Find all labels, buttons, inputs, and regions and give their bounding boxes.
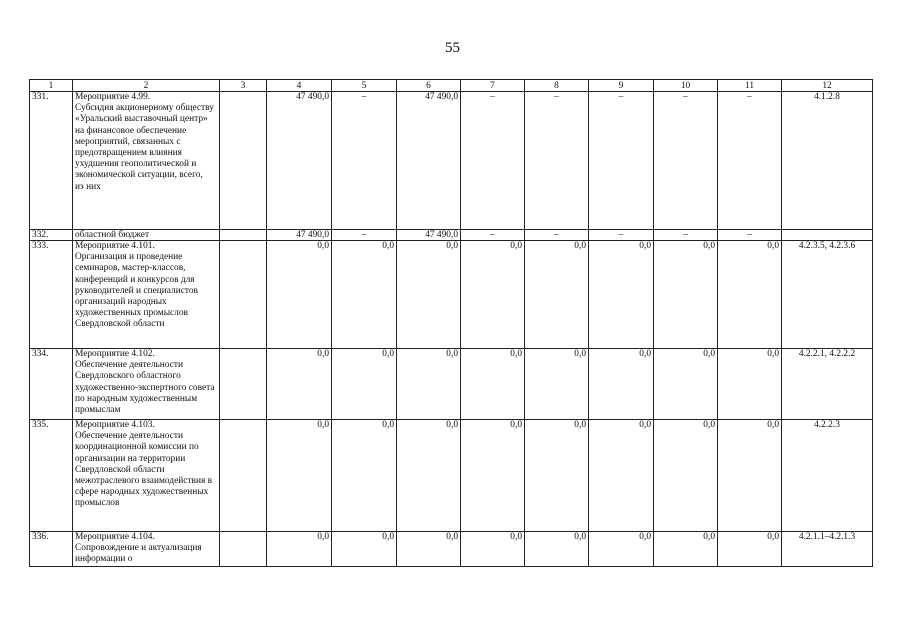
cell-col-11: 0,0 [718,349,782,420]
cell-col-11: 0,0 [718,532,782,567]
cell-col-9: 0,0 [589,241,654,349]
table-row [30,230,873,241]
cell-col-3 [220,92,267,230]
col-header-4: 4 [267,80,332,92]
cell-col-3 [220,349,267,420]
cell-col-10: – [654,230,718,241]
col-header-11: 11 [718,80,782,92]
cell-col-3 [220,230,267,241]
row-description: Мероприятие 4.101. Организация и проведение семинаров, мастер-классов, конференций и конкурсов для руководителей и специалистов организаций народных художественных промыслов Свердловской области [73,241,220,349]
cell-col-5: 0,0 [332,349,397,420]
cell-col-4: 0,0 [267,241,332,349]
cell-col-9: – [589,230,654,241]
cell-col-9: 0,0 [589,349,654,420]
cell-col-4: 0,0 [267,420,332,532]
cell-col-10: 0,0 [654,420,718,532]
cell-col-10: 0,0 [654,241,718,349]
cell-col-8: 0,0 [525,420,589,532]
cell-col-9: 0,0 [589,420,654,532]
cell-col-8: 0,0 [525,349,589,420]
row-number: 331. [30,92,73,230]
col-header-10: 10 [654,80,718,92]
cell-col-12: 4.2.2.3 [782,420,873,532]
cell-col-11: 0,0 [718,241,782,349]
cell-col-12: 4.2.3.5, 4.2.3.6 [782,241,873,349]
cell-col-7: – [461,92,525,230]
row-number: 335. [30,420,73,532]
row-description: Мероприятие 4.103. Обеспечение деятельности координационной комиссии по организации на территории Свердловской области межотраслевого взаимодействия в сфере народных художественных промыслов [73,420,220,532]
row-description: областной бюджет [73,230,220,241]
cell-col-7: 0,0 [461,420,525,532]
cell-col-4: 47 490,0 [267,230,332,241]
cell-col-12 [782,230,873,241]
cell-col-11: 0,0 [718,420,782,532]
col-header-9: 9 [589,80,654,92]
cell-col-10: – [654,92,718,230]
row-number: 336. [30,532,73,567]
table-row [30,532,873,567]
cell-col-5: – [332,230,397,241]
cell-col-4: 0,0 [267,532,332,567]
cell-col-6: 0,0 [397,349,461,420]
row-description: Мероприятие 4.104. Сопровождение и актуализация информации о [73,532,220,567]
cell-col-6: 0,0 [397,241,461,349]
row-number: 333. [30,241,73,349]
row-number: 332. [30,230,73,241]
cell-col-6: 47 490,0 [397,92,461,230]
cell-col-7: 0,0 [461,241,525,349]
cell-col-6: 0,0 [397,532,461,567]
table-row [30,241,873,349]
cell-col-9: 0,0 [589,532,654,567]
header-row [30,80,873,92]
table-row [30,420,873,532]
cell-col-3 [220,420,267,532]
col-header-5: 5 [332,80,397,92]
cell-col-6: 47 490,0 [397,230,461,241]
cell-col-8: – [525,92,589,230]
row-number: 334. [30,349,73,420]
cell-col-4: 0,0 [267,349,332,420]
col-header-6: 6 [397,80,461,92]
cell-col-3 [220,532,267,567]
row-description: Мероприятие 4.99. Субсидия акционерному обществу «Уральский выставочный центр» на финансовое обеспечение мероприятий, связанных с предотвращением влияния ухудшения геополитической и экономической ситуации, всего, из них [73,92,220,230]
cell-col-5: 0,0 [332,420,397,532]
col-header-8: 8 [525,80,589,92]
cell-col-8: 0,0 [525,241,589,349]
cell-col-5: – [332,92,397,230]
cell-col-10: 0,0 [654,349,718,420]
cell-col-12: 4.2.1.1–4.2.1.3 [782,532,873,567]
cell-col-9: – [589,92,654,230]
budget-table [29,79,873,567]
page-number: 55 [445,40,460,56]
table-row [30,92,873,230]
col-header-1: 1 [30,80,73,92]
cell-col-7: – [461,230,525,241]
cell-col-10: 0,0 [654,532,718,567]
cell-col-8: – [525,230,589,241]
col-header-2: 2 [73,80,220,92]
col-header-7: 7 [461,80,525,92]
col-header-3: 3 [220,80,267,92]
cell-col-6: 0,0 [397,420,461,532]
cell-col-3 [220,241,267,349]
row-description: Мероприятие 4.102. Обеспечение деятельности Свердловского областного художественно-экспертного совета по народным художественным промыслам [73,349,220,420]
cell-col-11: – [718,92,782,230]
cell-col-5: 0,0 [332,532,397,567]
cell-col-5: 0,0 [332,241,397,349]
cell-col-11: – [718,230,782,241]
cell-col-12: 4.1.2.8 [782,92,873,230]
col-header-12: 12 [782,80,873,92]
cell-col-8: 0,0 [525,532,589,567]
cell-col-12: 4.2.2.1, 4.2.2.2 [782,349,873,420]
table-row [30,349,873,420]
cell-col-7: 0,0 [461,532,525,567]
cell-col-4: 47 490,0 [267,92,332,230]
cell-col-7: 0,0 [461,349,525,420]
